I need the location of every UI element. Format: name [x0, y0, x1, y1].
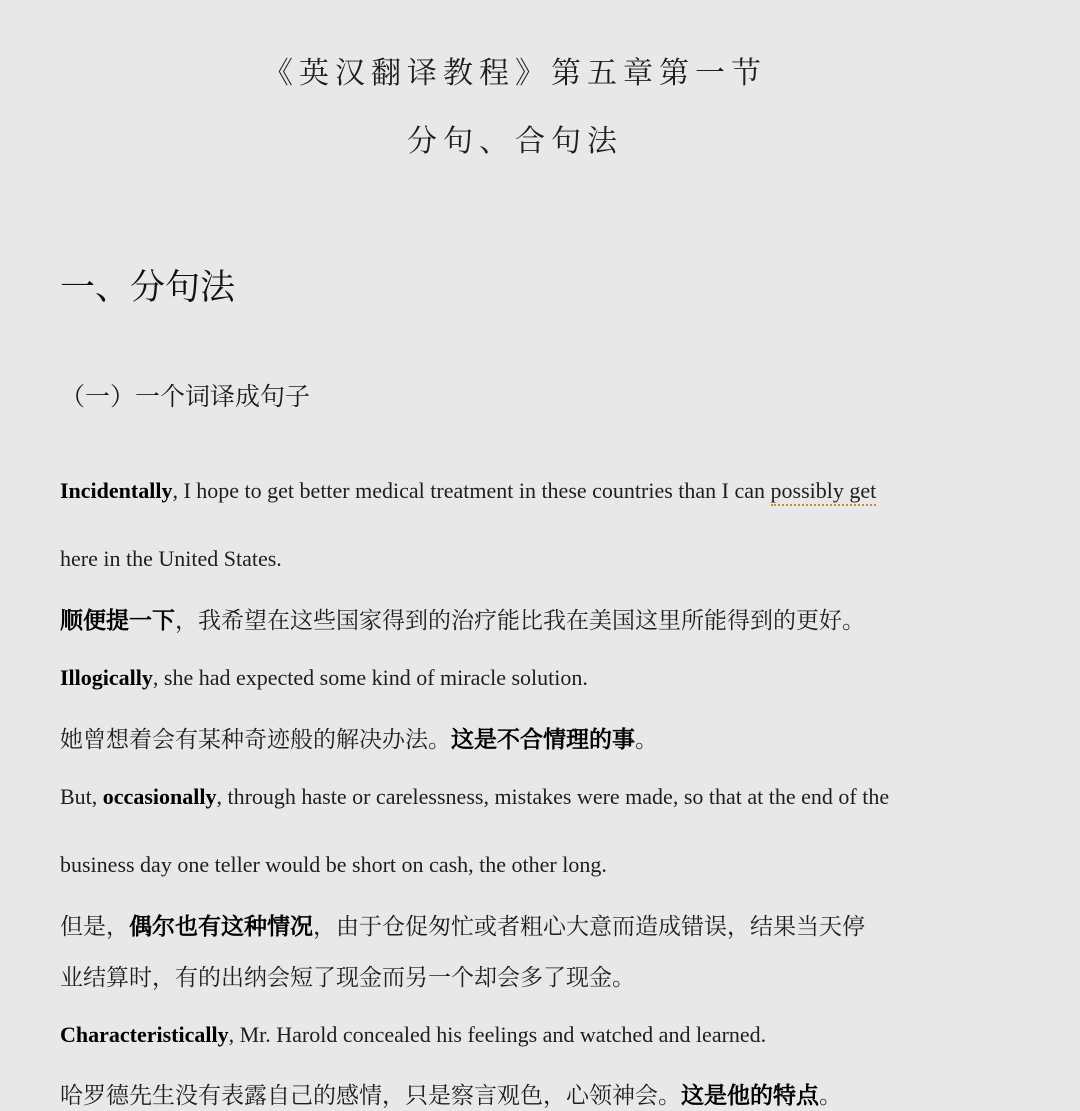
example-1-marked-phrase: possibly get: [771, 478, 877, 506]
example-3-chinese-text: ，由于仓促匆忙或者粗心大意而造成错误，结果当天停: [313, 914, 865, 940]
example-3-english-text: , through haste or carelessness, mistakes were made, so that at the end of the: [216, 784, 890, 809]
example-2-english: [60, 665, 588, 691]
example-4-chinese: [60, 1077, 842, 1110]
example-3-chinese-line-1: [60, 908, 865, 941]
example-4-chinese-text: 哈罗德先生没有表露自己的感情，只是察言观色，心领神会。: [60, 1083, 681, 1109]
example-1-english-keyword: Incidentally: [60, 478, 173, 503]
example-4-english-text: , Mr. Harold concealed his feelings and watched and learned.: [228, 1022, 767, 1047]
example-2-chinese-end: 。: [635, 727, 658, 753]
example-4-english: [60, 1022, 766, 1048]
document-title: 《英汉翻译教程》第五章第一节: [263, 56, 767, 91]
example-4-chinese-keyword: 这是他的特点: [681, 1083, 819, 1109]
example-4-chinese-end: 。: [819, 1083, 842, 1109]
example-1-english-text: , I hope to get better medical treatment in these countries than I can: [172, 478, 771, 503]
example-3-english-prefix: But,: [60, 784, 103, 809]
example-1-chinese: [60, 602, 865, 635]
document-subtitle: 分句、合句法: [407, 124, 623, 159]
example-2-chinese: [60, 721, 658, 754]
example-3-english-line-2: business day one teller would be short on cash, the other long.: [60, 852, 607, 877]
subsection-heading: （一）一个词译成句子: [60, 382, 311, 411]
example-3-chinese-line-2: 业结算时，有的出纳会短了现金而另一个却会多了现金。: [60, 965, 635, 991]
example-4-english-keyword: Characteristically: [60, 1022, 229, 1047]
example-2-chinese-text: 她曾想着会有某种奇迹般的解决办法。: [60, 727, 451, 753]
example-1-english-line-1: [60, 478, 876, 504]
example-2-chinese-keyword: 这是不合情理的事: [451, 727, 635, 753]
section-heading: 一、分句法: [60, 268, 236, 308]
example-1-english-line-2: here in the United States.: [60, 546, 282, 571]
example-2-english-keyword: Illogically: [60, 665, 153, 690]
example-2-english-text: , she had expected some kind of miracle solution.: [152, 665, 588, 690]
example-3-english-line-1: [60, 784, 889, 810]
example-1-chinese-keyword: 顺便提一下: [60, 608, 175, 634]
example-3-chinese-prefix: 但是，: [60, 914, 129, 940]
example-1-chinese-text: ，我希望在这些国家得到的治疗能比我在美国这里所能得到的更好。: [175, 608, 865, 634]
example-3-english-keyword: occasionally: [102, 784, 217, 809]
example-3-chinese-keyword: 偶尔也有这种情况: [129, 914, 313, 940]
